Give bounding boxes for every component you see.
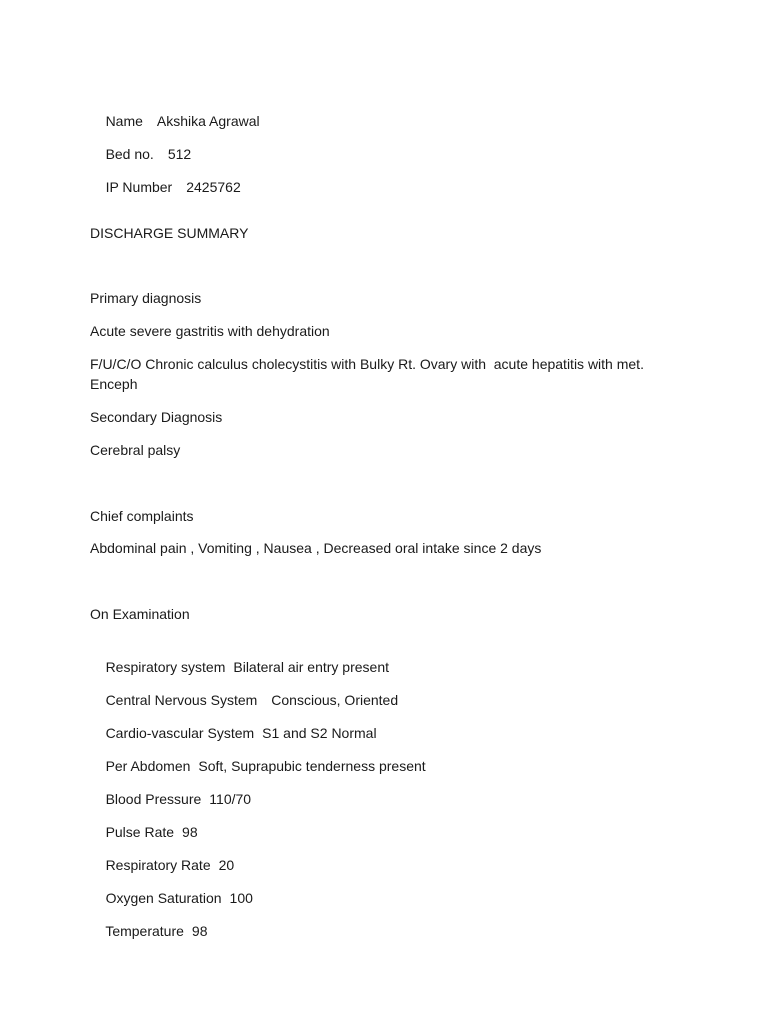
ip-number-row [90, 157, 690, 217]
patient-name-label: Name [105, 113, 143, 129]
bed-number-value: 512 [167, 146, 192, 162]
exam-label: Per Abdomen [105, 758, 191, 774]
document-title: DISCHARGE SUMMARY [90, 225, 249, 241]
exam-label: Respiratory system [105, 659, 226, 675]
patient-name-value: Akshika Agrawal [156, 113, 260, 129]
exam-value: 98 [191, 923, 208, 939]
exam-value: 98 [182, 824, 198, 840]
primary-diagnosis-line-2: F/U/C/O Chronic calculus cholecystitis with Bulky Rt. Ovary with acute hepatitis with met. Enceph [90, 356, 648, 392]
exam-value: 100 [229, 890, 253, 906]
secondary-diagnosis-heading: Secondary Diagnosis [90, 409, 223, 425]
primary-diagnosis-line-1: Acute severe gastritis with dehydration [90, 323, 330, 339]
exam-label: Blood Pressure [105, 791, 202, 807]
exam-value: 110/70 [209, 791, 252, 807]
examination-heading: On Examination [90, 606, 190, 622]
chief-complaints-heading: Chief complaints [90, 508, 194, 524]
exam-value: Bilateral air entry present [233, 659, 390, 675]
secondary-diagnosis-line-1: Cerebral palsy [90, 442, 181, 458]
exam-label: Cardio-vascular System [105, 725, 255, 741]
ip-number-label: IP Number [105, 179, 173, 195]
exam-label: Central Nervous System [105, 692, 258, 708]
exam-value: Soft, Suprapubic tenderness present [198, 758, 426, 774]
bed-number-label: Bed no. [105, 146, 154, 162]
ip-number-value: 2425762 [186, 179, 241, 195]
exam-value: S1 and S2 Normal [262, 725, 377, 741]
exam-label: Respiratory Rate [105, 857, 211, 873]
chief-complaints-text: Abdominal pain , Vomiting , Nausea , Decreased oral intake since 2 days [90, 540, 542, 556]
exam-label: Temperature [105, 923, 184, 939]
exam-label: Pulse Rate [105, 824, 175, 840]
exam-value: Conscious, Oriented [271, 692, 399, 708]
primary-diagnosis-heading: Primary diagnosis [90, 290, 202, 306]
exam-value: 20 [218, 857, 235, 873]
exam-label: Oxygen Saturation [105, 890, 222, 906]
exam-row-temperature [90, 901, 690, 961]
